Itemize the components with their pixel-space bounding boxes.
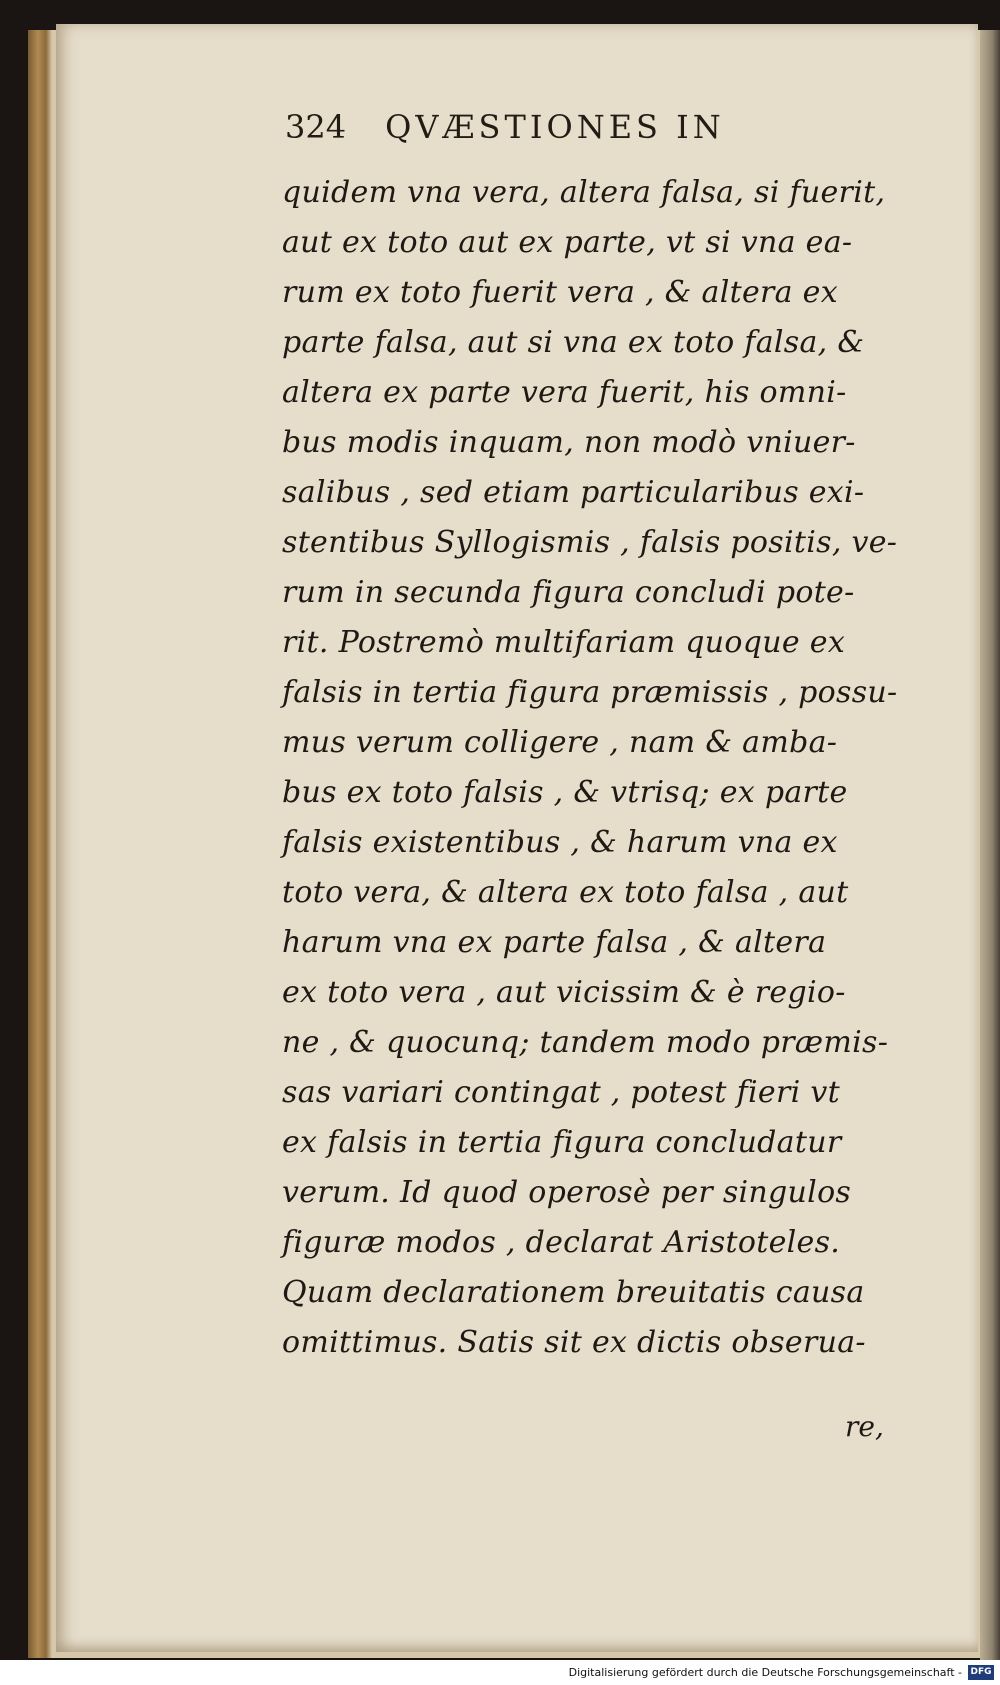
text-line: altera ex parte vera fuerit, his omni- [282,375,847,410]
text-line: stentibus Syllogismis , falsis positis, ve- [282,525,898,560]
catchword: re, [845,1410,884,1443]
running-head [285,108,885,168]
text-line: figuræ modos , declarat Aristoteles. [282,1225,841,1260]
text-line: omittimus. Satis sit ex dictis obserua- [282,1325,866,1360]
text-line: falsis existentibus , & harum vna ex [282,825,838,860]
text-line: rum ex toto fuerit vera , & altera ex [282,275,838,310]
footer-bar [0,1662,1000,1685]
text-line: verum. Id quod operosè per singulos [282,1175,852,1210]
funding-credit: Digitalisierung gefördert durch die Deutsche Forschungsgemeinschaft - [568,1666,962,1679]
text-line: salibus , sed etiam particularibus exi- [282,475,865,510]
text-line: ex falsis in tertia figura concludatur [282,1125,842,1160]
text-line: ex toto vera , aut vicissim & è regio- [282,975,846,1010]
text-line: rit. Postremò multifariam quoque ex [282,625,846,660]
text-line: ne , & quocunq; tandem modo præmis- [282,1025,889,1060]
text-line: harum vna ex parte falsa , & altera [282,925,827,960]
running-head-title: QVÆSTIONES IN [385,108,725,146]
text-line: aut ex toto aut ex parte, vt si vna ea- [282,225,853,260]
page-number: 324 [285,108,347,146]
text-line: rum in secunda figura concludi pote- [282,575,855,610]
text-line: Quam declarationem breuitatis causa [282,1275,865,1310]
text-line: mus verum colligere , nam & amba- [282,725,838,760]
text-block [282,168,907,1368]
book-fore-edge [980,30,1000,1660]
text-line: sas variari contingat , potest fieri vt [282,1075,840,1110]
text-line: bus modis inquam, non modò vniuer- [282,425,856,460]
text-line: parte falsa, aut si vna ex toto falsa, & [282,325,865,360]
text-line: falsis in tertia figura præmissis , possu- [282,675,898,710]
text-line: toto vera, & altera ex toto falsa , aut [282,875,849,910]
dfg-logo: DFG [968,1665,994,1680]
text-line: quidem vna vera, altera falsa, si fuerit, [282,175,886,210]
text-line: bus ex toto falsis , & vtrisq; ex parte [282,775,848,810]
